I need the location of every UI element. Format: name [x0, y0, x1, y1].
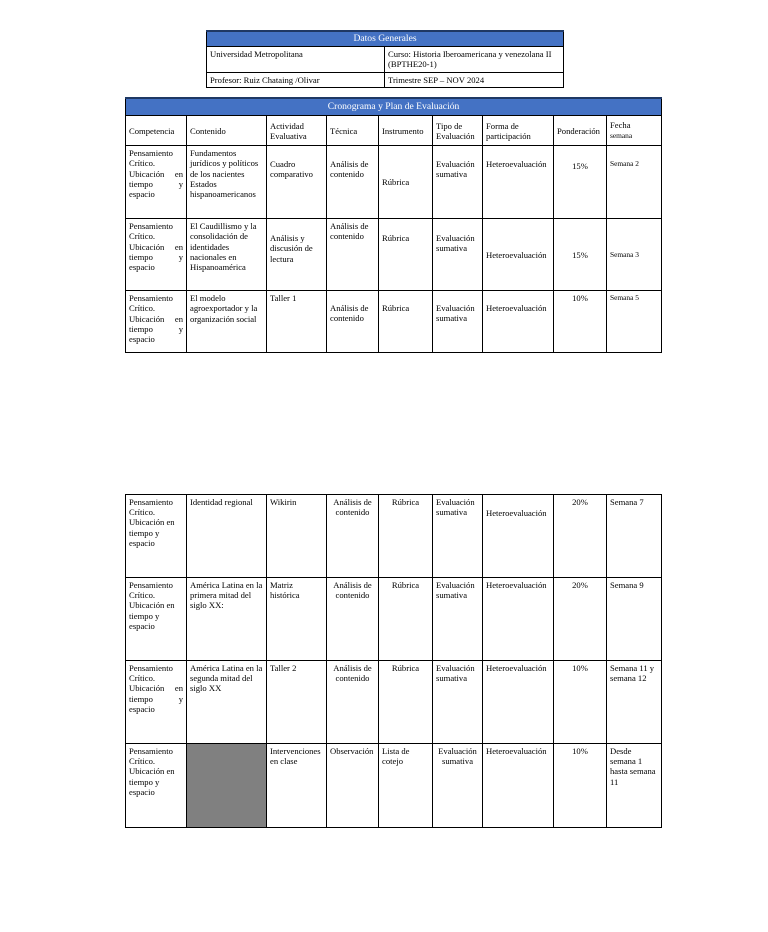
general-title: Datos Generales — [207, 31, 564, 47]
course-cell: Curso: Historia Iberoamericana y venezolana II (BPTHE20-1) — [385, 47, 564, 72]
fecha-cell: Semana 11 y semana 12 — [607, 661, 662, 744]
instrumento-cell: Rúbrica — [379, 291, 433, 353]
tipo-cell: Evaluación sumativa — [433, 495, 483, 578]
ponderacion-cell: 15% — [554, 146, 607, 219]
ponderacion-cell: 10% — [554, 291, 607, 353]
header-contenido: Contenido — [187, 116, 267, 146]
tipo-cell: Evaluación sumativa — [433, 146, 483, 219]
competencia-cell: Pensamiento Crítico. Ubicación en tiempo y espacio — [126, 495, 187, 578]
header-fecha — [607, 116, 662, 146]
tecnica-cell: Análisis de contenido — [327, 661, 379, 744]
tipo-cell: Evaluación sumativa — [433, 744, 483, 828]
actividad-cell: Análisis y discusión de lectura — [267, 219, 327, 291]
tipo-cell: Evaluación sumativa — [433, 578, 483, 661]
fecha-cell: Semana 2 — [607, 146, 662, 219]
instrumento-cell: Rúbrica — [379, 146, 433, 219]
table-row — [126, 578, 662, 661]
contenido-cell — [187, 744, 267, 828]
table-row — [126, 146, 662, 219]
header-fecha-label: Fecha — [610, 120, 631, 130]
ponderacion-cell: 10% — [554, 661, 607, 744]
header-actividad: Actividad Evaluativa — [267, 116, 327, 146]
professor-cell: Profesor: Ruiz Chataing /Olivar — [207, 72, 385, 87]
tipo-cell: Evaluación sumativa — [433, 291, 483, 353]
university-cell: Universidad Metropolitana — [207, 47, 385, 72]
header-competencia: Competencia — [126, 116, 187, 146]
tecnica-cell: Análisis de contenido — [327, 578, 379, 661]
competencia-cell: Pensamiento Crítico. Ubicación en tiempo y espacio — [126, 744, 187, 828]
contenido-cell: El modelo agroexportador y la organización social — [187, 291, 267, 353]
fecha-cell: Semana 7 — [607, 495, 662, 578]
forma-cell: Heteroevaluación — [483, 291, 554, 353]
forma-cell: Heteroevaluación — [483, 578, 554, 661]
actividad-cell: Taller 2 — [267, 661, 327, 744]
forma-cell: Heteroevaluación — [483, 495, 554, 578]
actividad-cell: Intervenciones en clase — [267, 744, 327, 828]
tecnica-cell: Análisis de contenido — [327, 146, 379, 219]
header-ponderacion: Ponderación — [554, 116, 607, 146]
table-row — [126, 661, 662, 744]
competencia-cell: Pensamiento Crítico. Ubicación en tiempo y espacio — [126, 146, 187, 219]
instrumento-cell: Rúbrica — [379, 219, 433, 291]
fecha-cell: Semana 9 — [607, 578, 662, 661]
header-tecnica: Técnica — [327, 116, 379, 146]
tipo-cell: Evaluación sumativa — [433, 219, 483, 291]
fecha-cell: Semana 3 — [607, 219, 662, 291]
tecnica-cell: Observación — [327, 744, 379, 828]
competencia-cell: Pensamiento Crítico. Ubicación en tiempo y espacio — [126, 219, 187, 291]
tecnica-cell: Análisis de contenido — [327, 495, 379, 578]
evaluation-plan-table — [125, 97, 662, 353]
instrumento-cell: Rúbrica — [379, 578, 433, 661]
header-row — [126, 116, 662, 146]
contenido-cell: Identidad regional — [187, 495, 267, 578]
tipo-cell: Evaluación sumativa — [433, 661, 483, 744]
header-instrumento: Instrumento — [379, 116, 433, 146]
instrumento-cell: Rúbrica — [379, 661, 433, 744]
forma-cell: Heteroevaluación — [483, 219, 554, 291]
instrumento-cell: Rúbrica — [379, 495, 433, 578]
actividad-cell: Wikirin — [267, 495, 327, 578]
ponderacion-cell: 15% — [554, 219, 607, 291]
table-row — [126, 219, 662, 291]
actividad-cell: Taller 1 — [267, 291, 327, 353]
table-row — [126, 744, 662, 828]
tecnica-cell: Análisis de contenido — [327, 219, 379, 291]
table-row — [126, 291, 662, 353]
competencia-cell: Pensamiento Crítico. Ubicación en tiempo y espacio — [126, 578, 187, 661]
header-forma: Forma de participación — [483, 116, 554, 146]
contenido-cell: El Caudillismo y la consolidación de identidades nacionales en Hispanoamérica — [187, 219, 267, 291]
competencia-cell: Pensamiento Crítico. Ubicación en tiempo y espacio — [126, 661, 187, 744]
instrumento-cell: Lista de cotejo — [379, 744, 433, 828]
general-data-table — [206, 30, 564, 88]
forma-cell: Heteroevaluación — [483, 744, 554, 828]
plan-title: Cronograma y Plan de Evaluación — [126, 98, 662, 116]
header-fecha-sub: semana — [610, 131, 633, 141]
fecha-cell: Semana 5 — [607, 291, 662, 353]
header-tipo: Tipo de Evaluación — [433, 116, 483, 146]
actividad-cell: Matriz histórica — [267, 578, 327, 661]
ponderacion-cell: 10% — [554, 744, 607, 828]
table-row — [126, 495, 662, 578]
actividad-cell: Cuadro comparativo — [267, 146, 327, 219]
ponderacion-cell: 20% — [554, 495, 607, 578]
competencia-cell: Pensamiento Crítico. Ubicación en tiempo y espacio — [126, 291, 187, 353]
forma-cell: Heteroevaluación — [483, 146, 554, 219]
contenido-cell: Fundamentos jurídicos y políticos de los nacientes Estados hispanoamericanos — [187, 146, 267, 219]
forma-cell: Heteroevaluación — [483, 661, 554, 744]
evaluation-plan-table-continued — [125, 494, 662, 828]
contenido-cell: América Latina en la primera mitad del siglo XX: — [187, 578, 267, 661]
fecha-cell: Desde semana 1 hasta semana 11 — [607, 744, 662, 828]
ponderacion-cell: 20% — [554, 578, 607, 661]
tecnica-cell: Análisis de contenido — [327, 291, 379, 353]
term-cell: Trimestre SEP – NOV 2024 — [385, 72, 564, 87]
contenido-cell: América Latina en la segunda mitad del siglo XX — [187, 661, 267, 744]
